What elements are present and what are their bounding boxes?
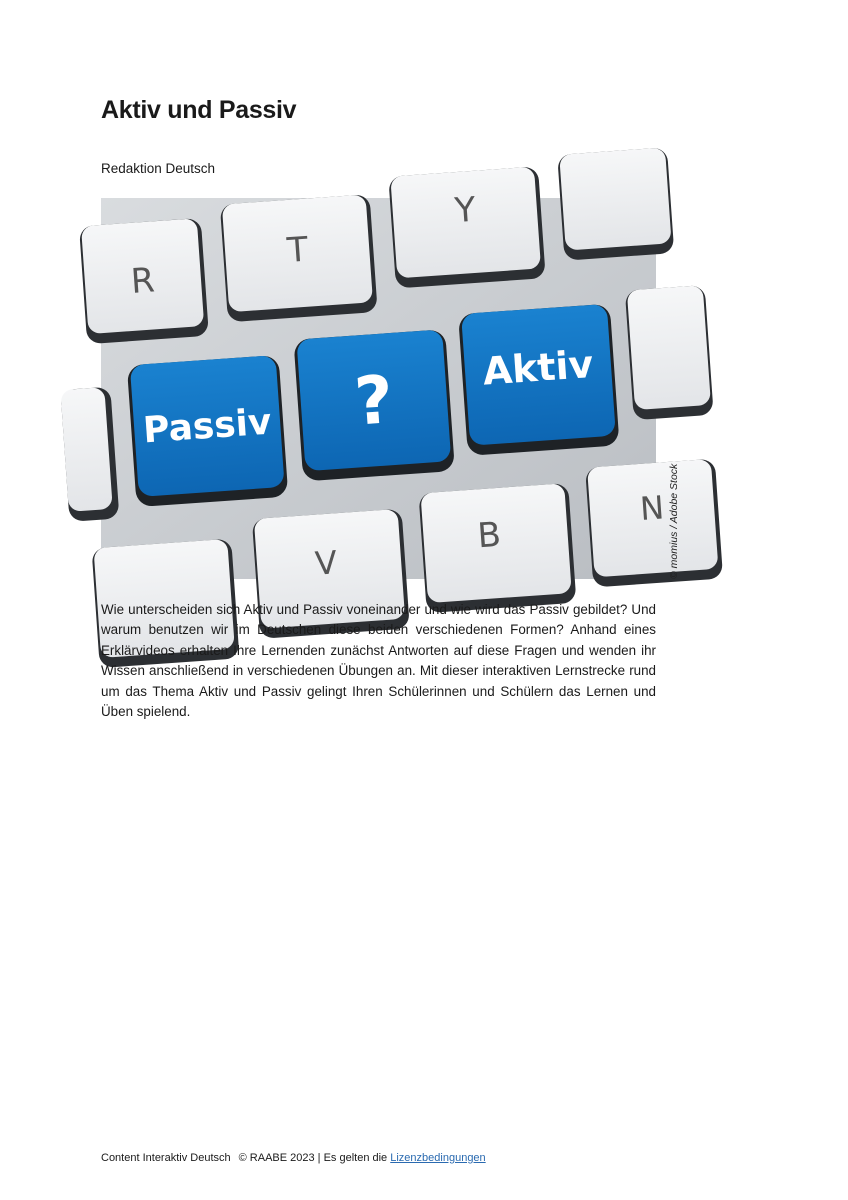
key-passiv <box>127 355 289 507</box>
footer-copyright: © RAABE 2023 | Es gelten die <box>238 1152 388 1164</box>
intro-paragraph: Wie unterscheiden sich Aktiv und Passiv voneinander und wie wird das Passiv gebildet? Und warum benutzen wir im Deutschen diese beiden verschiedenen Formen? Anhand eines Erklärvideos erhalten Ihre Lernenden zunächst Antworten auf diese Fragen und wenden ihr Wissen anschließend in verschiedenen Übungen an. Mit dieser interaktiven Lernstrecke rund um das Thema Aktiv und Passiv gelingt Ihren Schülerinnen und Schülern das Lernen und Üben spielend. <box>101 602 656 720</box>
page-title: Aktiv und Passiv <box>101 96 297 124</box>
passiv-label: Passiv <box>141 401 273 452</box>
key-letter-v: V <box>313 543 339 583</box>
aktiv-label: Aktiv <box>481 341 595 394</box>
key-aktiv <box>458 304 620 456</box>
key-r <box>79 218 209 344</box>
key-question <box>293 329 455 481</box>
image-credit: © momius / Adobe Stock <box>668 463 680 579</box>
keyboard-image <box>101 189 666 583</box>
key-t <box>220 194 378 322</box>
key-letter-b: B <box>476 514 503 557</box>
key-letter-t: T <box>285 229 310 271</box>
footer <box>101 1152 486 1164</box>
key-n <box>585 459 723 588</box>
license-link[interactable]: Lizenzbedingungen <box>390 1152 486 1164</box>
key-letter-y: Y <box>453 189 477 232</box>
key-letter-r: R <box>129 260 156 302</box>
key-b <box>418 483 576 613</box>
key-left-edge <box>60 387 119 522</box>
footer-product: Content Interaktiv Deutsch <box>101 1152 231 1164</box>
key-y <box>388 166 545 288</box>
key-right-edge <box>625 285 714 420</box>
key-letter-n: N <box>638 488 666 528</box>
author-line: Redaktion Deutsch <box>101 161 216 176</box>
question-label: ? <box>352 361 396 441</box>
key-u <box>557 147 674 260</box>
